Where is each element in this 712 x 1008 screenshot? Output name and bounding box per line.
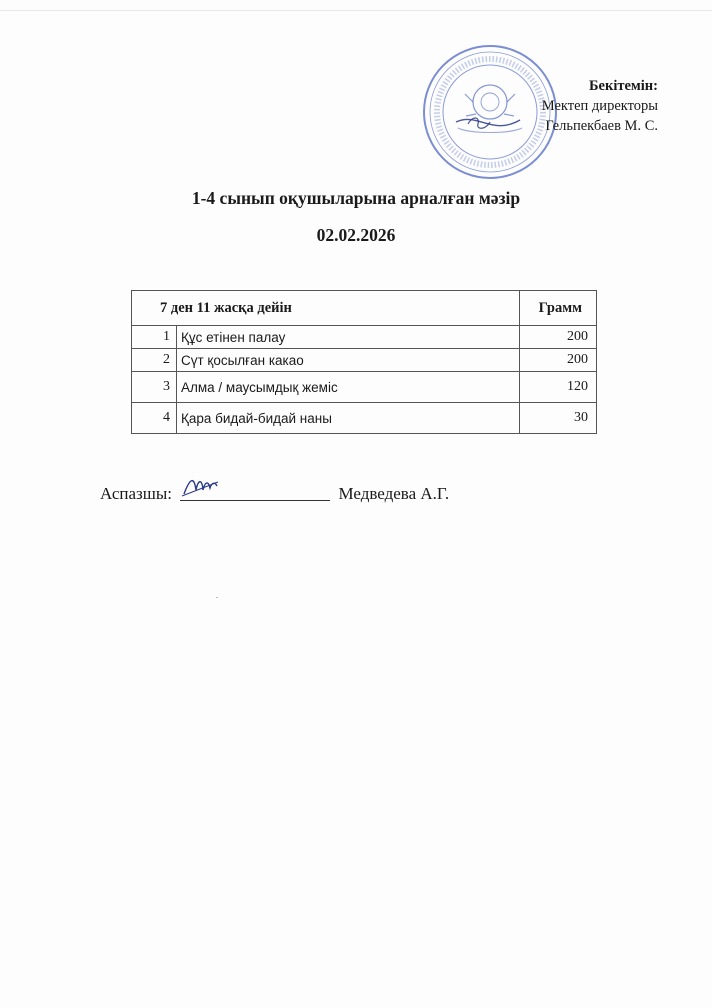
table-row [132, 372, 597, 403]
row-number: 3 [132, 372, 177, 403]
table-row [132, 403, 597, 434]
row-number: 2 [132, 349, 177, 372]
approval-position: Мектеп директоры [541, 98, 658, 114]
table-row [132, 326, 597, 349]
approval-block [542, 76, 658, 136]
official-stamp [420, 42, 560, 182]
cook-signature-line [100, 482, 449, 504]
table-header-row [132, 291, 597, 326]
signature-field [180, 482, 330, 501]
page-edge [0, 10, 712, 11]
age-column-header: 7 ден 11 жасқа дейін [132, 291, 520, 326]
table-row [132, 349, 597, 372]
approval-name: Гельпекбаев М. С. [545, 118, 658, 134]
dish-grams: 30 [520, 403, 597, 434]
cook-name: Медведева А.Г. [338, 484, 450, 503]
row-number: 1 [132, 326, 177, 349]
approval-label: Бекітемін: [588, 78, 658, 94]
gram-column-header: Грамм [520, 291, 597, 326]
dish-grams: 200 [520, 326, 597, 349]
cook-label: Аспазшы: [100, 484, 172, 503]
scan-speck [216, 597, 218, 598]
menu-table [131, 290, 597, 434]
dish-name: Алма / маусымдық жеміс [177, 372, 520, 403]
dish-name: Қара бидай-бидай наны [177, 403, 520, 434]
dish-name: Сүт қосылған какао [177, 349, 520, 372]
dish-grams: 120 [520, 372, 597, 403]
signature-icon [180, 472, 220, 500]
dish-name: Құс етінен палау [177, 326, 520, 349]
document-title: 1-4 сынып оқушыларына арналған мәзір [191, 188, 521, 208]
document-date: 02.02.2026 [316, 225, 396, 245]
row-number: 4 [132, 403, 177, 434]
dish-grams: 200 [520, 349, 597, 372]
